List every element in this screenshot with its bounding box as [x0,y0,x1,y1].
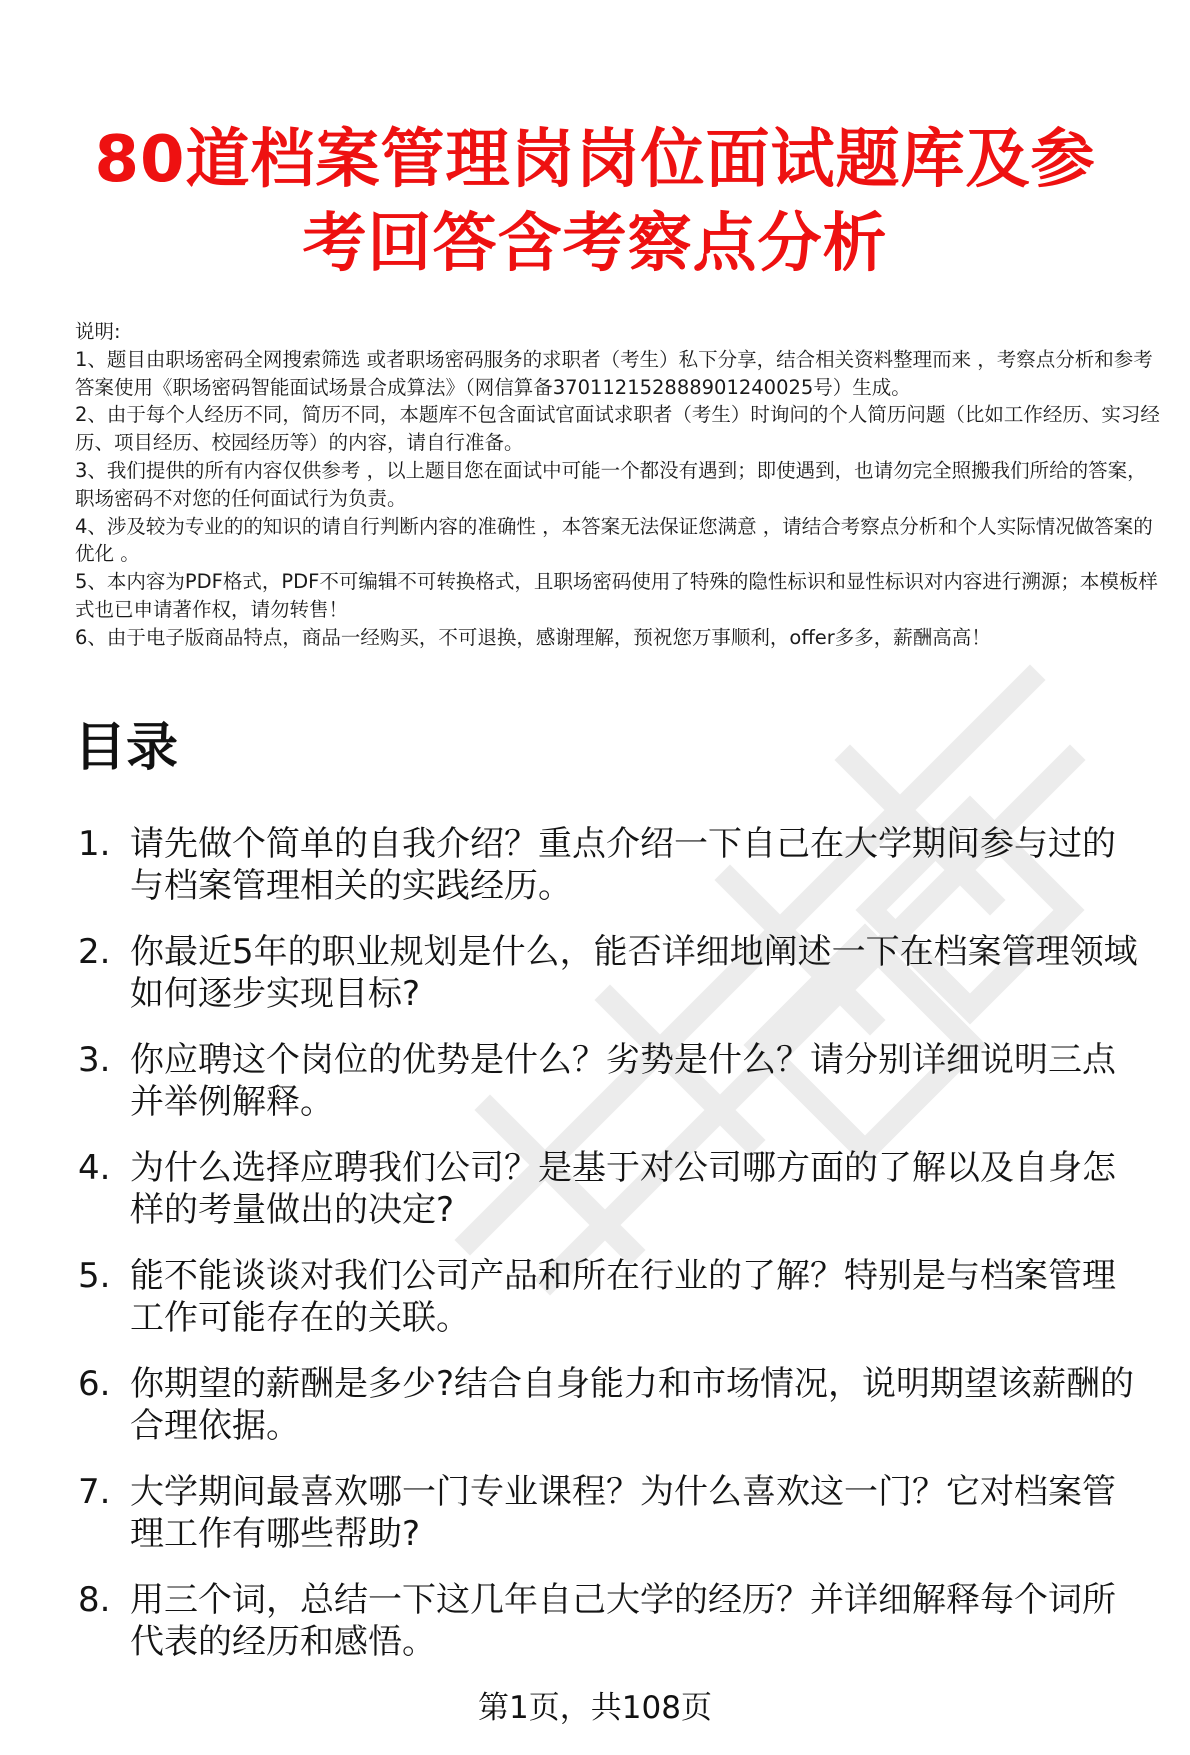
toc-item-text: 大学期间最喜欢哪一门专业课程？为什么喜欢这一门？它对档案管理工作有哪些帮助? [130,1472,1116,1554]
toc-item-text: 你最近5年的职业规划是什么，能否详细地阐述一下在档案管理领域如何逐步实现目标? [130,932,1138,1014]
toc-item-number: 3. [78,1040,111,1080]
toc-item[interactable] [78,931,1168,1039]
toc-item-text: 请先做个简单的自我介绍？重点介绍一下自己在大学期间参与过的与档案管理相关的实践经历。 [130,824,1116,906]
toc-item-text: 能不能谈谈对我们公司产品和所在行业的了解？特别是与档案管理工作可能存在的关联。 [130,1256,1116,1338]
toc-item-text: 你期望的薪酬是多少?结合自身能力和市场情况，说明期望该薪酬的合理依据。 [130,1364,1135,1446]
toc-item[interactable] [78,1039,1168,1147]
instruction-item: 5、本内容为PDF格式，PDF不可编辑不可转换格式，且职场密码使用了特殊的隐性标识和显性标识对内容进行溯源；本模板样式也已申请著作权，请勿转售！ [75,570,1158,621]
toc-item-number: 5. [78,1256,111,1296]
instruction-item: 6、由于电子版商品特点，商品一经购买，不可退换，感谢理解，预祝您万事顺利，offer多多，薪酬高高！ [75,625,991,649]
toc-item[interactable] [78,823,1168,931]
instruction-item: 1、题目由职场密码全网搜索筛选 或者职场密码服务的求职者（考生）私下分享，结合相关资料整理而来 ，考察点分析和参考答案使用《职场密码智能面试场景合成算法》（网信算备370112152888901240025号）生成。 [75,347,1153,399]
toc-item-number: 8. [78,1580,111,1620]
instructions-section [75,318,1165,652]
toc-item-number: 2. [78,932,111,972]
instructions-heading: 说明: [75,320,121,343]
toc-item[interactable] [78,1147,1168,1255]
toc-item-number: 6. [78,1364,111,1404]
toc-item-text: 你应聘这个岗位的优势是什么？劣势是什么？请分别详细说明三点并举例解释。 [130,1040,1116,1122]
toc-item[interactable] [78,1255,1168,1363]
toc-item-text: 用三个词，总结一下这几年自己大学的经历？并详细解释每个词所代表的经历和感悟。 [130,1580,1116,1662]
instruction-item: 2、由于每个人经历不同，简历不同，本题库不包含面试官面试求职者（考生）时询问的个人简历问题（比如工作经历、实习经历、项目经历、校园经历等）的内容，请自行准备。 [75,403,1160,455]
toc-list [78,823,1168,1687]
toc-item-number: 7. [78,1472,111,1512]
toc-item[interactable] [78,1579,1168,1687]
toc-item-text: 为什么选择应聘我们公司？是基于对公司哪方面的了解以及自身怎样的考量做出的决定? [130,1148,1116,1230]
page-number: 第1页，共108页 [478,1690,712,1726]
document-title [60,118,1130,286]
instruction-item: 4、涉及较为专业的的知识的请自行判断内容的准确性 ，本答案无法保证您满意 ，请结合考察点分析和个人实际情况做答案的优化 。 [75,514,1153,566]
toc-item[interactable] [78,1363,1168,1471]
toc-item-number: 4. [78,1148,111,1188]
toc-item-number: 1. [78,824,111,864]
instruction-item: 3、我们提供的所有内容仅供参考 ，以上题目您在面试中可能一个都没有遇到；即使遇到，也请勿完全照搬我们所给的答案，职场密码不对您的任何面试行为负责。 [75,458,1147,510]
toc-item[interactable] [78,1471,1168,1579]
title-line-1: 80道档案管理岗岗位面试题库及参 [94,123,1096,197]
toc-heading: 目录 [74,718,179,778]
title-line-2: 考回答含考察点分析 [302,207,888,281]
